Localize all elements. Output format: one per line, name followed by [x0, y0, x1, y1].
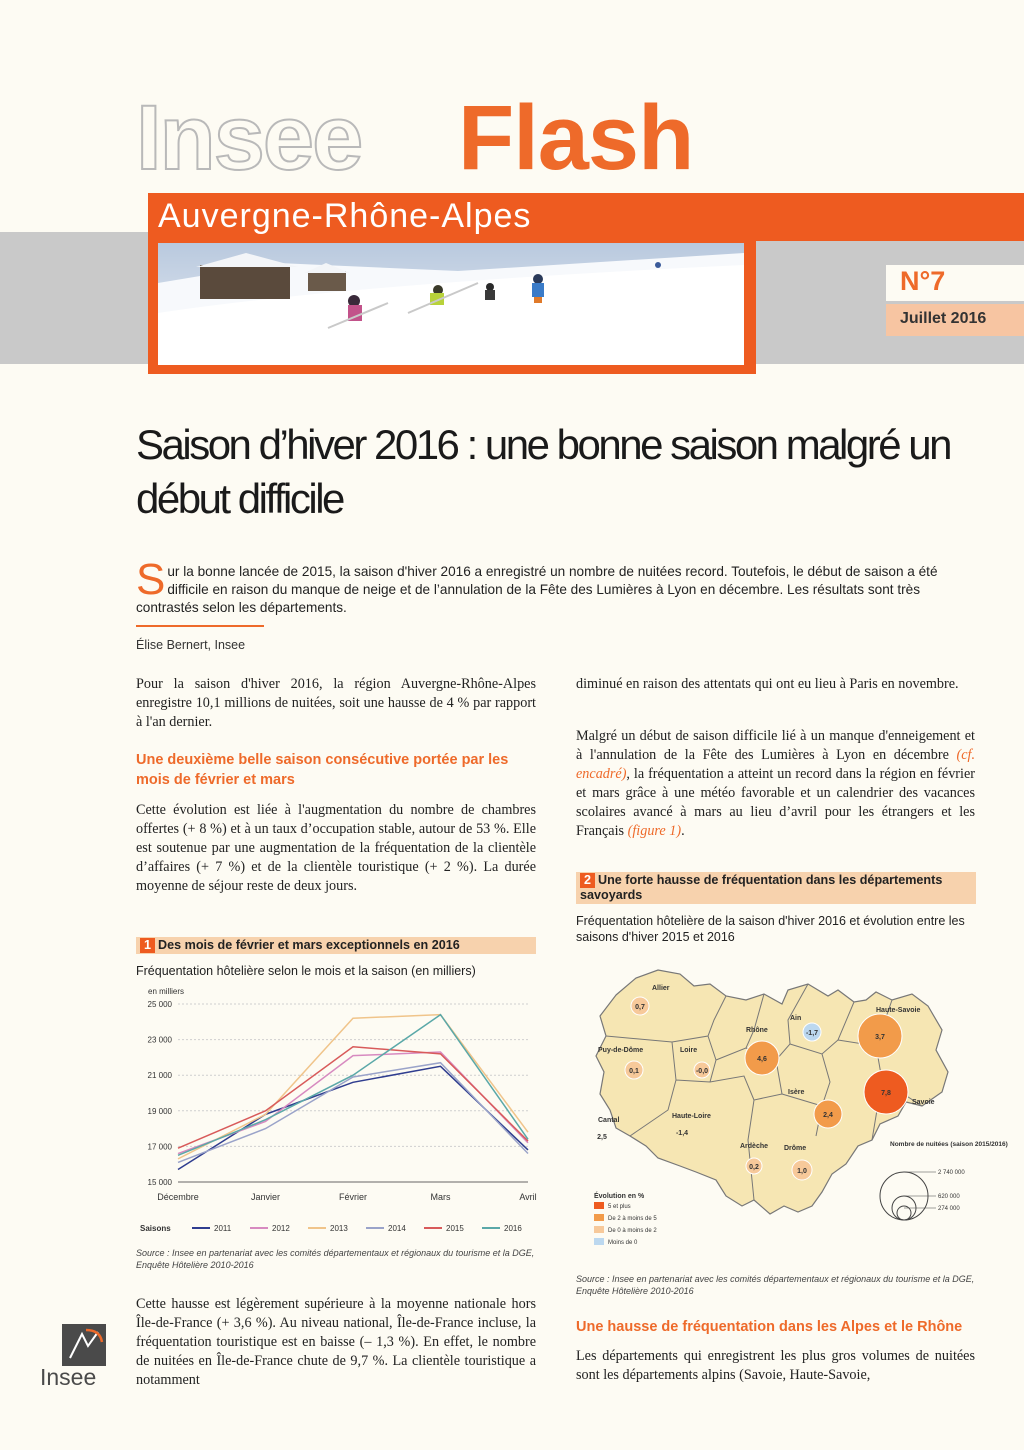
y-tick-label: 17 000 — [147, 1142, 172, 1152]
figure1-reference-link[interactable]: (figure 1) — [627, 823, 682, 839]
figure2-title-text: Une forte hausse de fréquentation dans les départements savoyards — [580, 873, 943, 902]
department-name: Cantal — [598, 1117, 620, 1124]
department-value: -1,4 — [675, 1130, 689, 1137]
insee-logo-mark — [62, 1324, 106, 1366]
color-legend-title: Évolution en % — [594, 1193, 645, 1200]
legend-label-2016: 2016 — [504, 1224, 522, 1233]
y-tick-label: 21 000 — [147, 1071, 172, 1081]
color-legend-label: Moins de 0 — [608, 1240, 638, 1246]
department-value: 0,7 — [635, 1004, 645, 1011]
department-name: Allier — [652, 985, 670, 992]
color-legend-swatch — [594, 1238, 604, 1245]
department-value: -1,7 — [805, 1030, 819, 1037]
department-value: 4,6 — [757, 1056, 767, 1063]
paragraph-3: Cette hausse est légèrement supérieure à la moyenne nationale hors Île-de-France (+ 3,6 %). Au niveau national, Île-de-France incluse, la fréquentation touristique est en baisse (– 1,3 %). En effet, le nombre de nuitées en Île-de-France chute de 9,7 %. La clientèle touristique a notamment — [136, 1296, 536, 1388]
figure1-subtitle: Fréquentation hôtelière selon le mois et la saison (en milliers) — [136, 964, 476, 978]
lead-dropcap: S — [136, 555, 166, 604]
insee-logo-text: Insee — [40, 1364, 97, 1390]
department-value: 0,2 — [749, 1164, 759, 1171]
x-tick-label: Décembre — [157, 1192, 199, 1202]
paragraph-5 — [576, 727, 975, 841]
lead-text: ur la bonne lancée de 2015, la saison d'hiver 2016 a enregistré un nombre de nuitées record. Toutefois, le début de saison a été difficile en raison du manque de neige et de l’annulation de la Fête des Lumières à Lyon en décembre. Les résultats sont très contrastés selon les départements. — [136, 564, 938, 615]
department-value: 2,4 — [823, 1112, 833, 1119]
department-name: Loire — [680, 1047, 698, 1054]
figure1-title — [136, 937, 536, 954]
size-legend-title: Nombre de nuitées (saison 2015/2016) — [890, 1141, 1008, 1148]
color-legend-swatch — [594, 1214, 604, 1221]
brand-flash: Flash — [458, 87, 694, 189]
legend-label-2012: 2012 — [272, 1224, 290, 1233]
department-value: 0,1 — [629, 1068, 639, 1075]
color-legend-label: 5 et plus — [608, 1204, 631, 1210]
figure2-source: Source : Insee en partenariat avec les comités départementaux et régionaux du tourisme et la DGE, Enquête Hôtelière 2010-2016 — [576, 1274, 975, 1296]
y-tick-label: 23 000 — [147, 1035, 172, 1045]
department-value: 3,7 — [875, 1034, 885, 1041]
brand-insee: Insee — [136, 87, 362, 189]
x-tick-label: Mars — [430, 1192, 451, 1202]
y-tick-label: 19 000 — [147, 1106, 172, 1116]
figure2-subtitle: Fréquentation hôtelière de la saison d'hiver 2016 et évolution entre les saisons d'hiver 2015 et 2016 — [576, 914, 965, 944]
x-tick-label: Février — [338, 1192, 368, 1202]
size-legend-value: 2 740 000 — [938, 1170, 965, 1176]
department-value: 2,5 — [597, 1134, 607, 1141]
department-name: Haute-Savoie — [876, 1007, 921, 1014]
color-legend-label: De 2 à moins de 5 — [608, 1216, 657, 1222]
figure1-number: 1 — [140, 938, 155, 953]
department-name: Savoie — [912, 1099, 935, 1106]
series-line-2011 — [178, 1066, 528, 1169]
paragraph-2: Cette évolution est liée à l'augmentation du nombre de chambres offertes (+ 8 %) et à un taux d’occupation stable, autour de 53 %. Elle est soutenue par une augmentation de la fréquentation de la clientèle d’affaires (+ 7 %) et de la clientèle touristique (+ 2 %). La durée moyenne de séjour reste de deux jours. — [136, 802, 536, 894]
department-name: Puy-de-Dôme — [598, 1047, 644, 1054]
series-line-2016 — [178, 1015, 528, 1156]
department-value: 1,0 — [797, 1168, 807, 1175]
size-legend-value: 274 000 — [938, 1206, 960, 1212]
color-legend-label: De 0 à moins de 2 — [608, 1228, 657, 1234]
department-name: Drôme — [784, 1145, 807, 1152]
y-tick-label: 15 000 — [147, 1178, 172, 1187]
figure2-title — [576, 872, 976, 904]
department-name: Ardèche — [740, 1143, 769, 1150]
x-tick-label: Janvier — [250, 1192, 281, 1202]
department-value: -0,0 — [695, 1068, 709, 1075]
legend-label-2015: 2015 — [446, 1224, 464, 1233]
legend-title: Saisons — [140, 1224, 171, 1233]
author: Élise Bernert, Insee — [136, 638, 246, 652]
figure1-title-text: Des mois de février et mars exceptionnels en 2016 — [158, 938, 460, 952]
figure1-line-chart — [130, 982, 540, 1240]
series-line-2012 — [178, 1052, 528, 1153]
box-reference-link[interactable]: (cf. encadré) — [576, 747, 975, 782]
color-legend-swatch — [594, 1202, 604, 1209]
legend-label-2013: 2013 — [330, 1224, 348, 1233]
x-tick-label: Avril — [519, 1192, 537, 1202]
issue-date: Juillet 2016 — [900, 310, 987, 327]
y-axis-label: en milliers — [148, 987, 185, 996]
color-legend-swatch — [594, 1226, 604, 1233]
paragraph-6: Les départements qui enregistrent les plus gros volumes de nuitées sont les départements alpins (Savoie, Haute-Savoie, — [576, 1348, 975, 1383]
section-heading-1: Une deuxième belle saison consécutive portée par les mois de février et mars — [136, 752, 509, 788]
paragraph-5-text-c: . — [681, 823, 685, 839]
article-lead — [136, 555, 966, 617]
issue-number: N°7 — [900, 266, 946, 296]
section-heading-2: Une hausse de fréquentation dans les Alpes et le Rhône — [576, 1319, 963, 1335]
legend-label-2014: 2014 — [388, 1224, 406, 1233]
cover-photo-skiers — [158, 243, 744, 365]
department-name: Isère — [788, 1089, 805, 1096]
y-tick-label: 25 000 — [147, 1000, 172, 1009]
figure2-number: 2 — [580, 873, 595, 888]
department-name: Rhône — [746, 1027, 768, 1034]
paragraph-5-text-b: , la fréquentation a atteint un record dans la région en février et mars grâce à une météo favorable et un calendrier des vacances scolaires avancé à mars au lieu d’avril pour les étrangers et les Français — [576, 766, 975, 839]
size-legend-value: 620 000 — [938, 1194, 960, 1200]
department-name: Ain — [790, 1015, 802, 1022]
paragraph-4: diminué en raison des attentats qui ont eu lieu à Paris en novembre. — [576, 676, 959, 692]
article-title: Saison d’hiver 2016 : une bonne saison malgré un début difficile — [136, 421, 950, 522]
region-name: Auvergne-Rhône-Alpes — [158, 197, 532, 235]
paragraph-5-text-a: Malgré un début de saison difficile lié à un manque d'enneigement et à l'annulation de la Fête des Lumières à Lyon en décembre — [576, 728, 975, 763]
series-line-2014 — [178, 1063, 528, 1163]
author-divider — [136, 625, 264, 627]
figure1-source: Source : Insee en partenariat avec les comités départementaux et régionaux du tourisme et la DGE, Enquête Hôtelière 2010-2016 — [136, 1248, 535, 1270]
department-name: Haute-Loire — [672, 1113, 711, 1120]
legend-label-2011: 2011 — [214, 1224, 232, 1233]
paragraph-1: Pour la saison d'hiver 2016, la région Auvergne-Rhône-Alpes enregistre 10,1 millions de nuitées, soit une hausse de 4 % par rapport à l'an dernier. — [136, 676, 536, 730]
figure2-map — [576, 960, 1008, 1265]
department-value: 7,8 — [881, 1090, 891, 1097]
